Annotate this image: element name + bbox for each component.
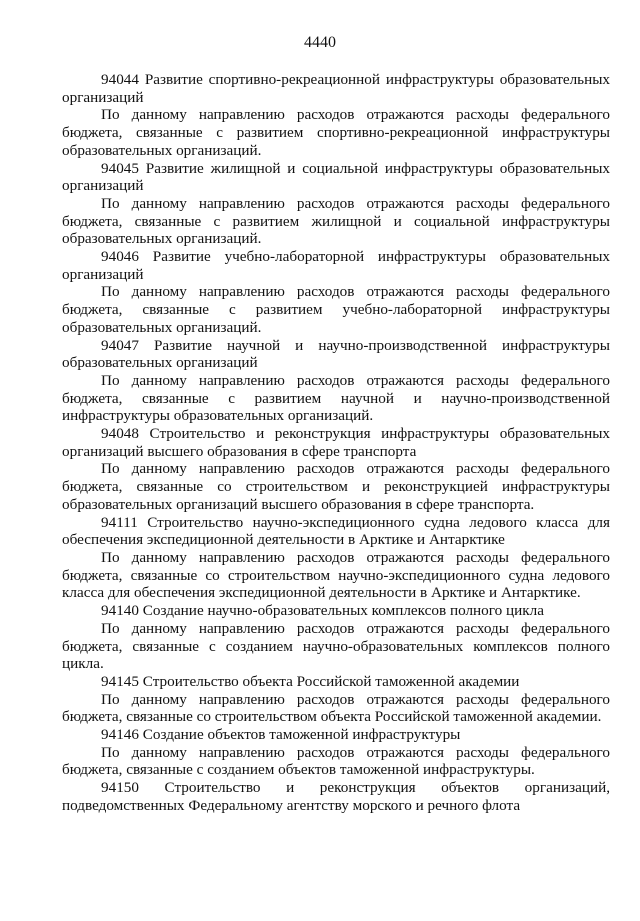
code-heading-94046: 94046 Развитие учебно-лабораторной инфраструктуры образовательных организаций (62, 248, 610, 283)
description-94048: По данному направлению расходов отражаются расходы федерального бюджета, связанные со строительством и реконструкцией инфраструктуры образовательных организаций высшего образования в сфере транспорта. (62, 460, 610, 513)
code-heading-94140: 94140 Создание научно-образовательных комплексов полного цикла (101, 602, 544, 620)
page-number: 4440 (304, 34, 336, 51)
code-heading-94044: 94044 Развитие спортивно-рекреационной инфраструктуры образовательных организаций (62, 71, 610, 106)
description-94111: По данному направлению расходов отражаются расходы федерального бюджета, связанные со строительством научно-экспедиционного судна ледового класса для обеспечения экспедиционной деятельности в Арктике и Антарктике. (62, 548, 610, 602)
code-heading-94048: 94048 Строительство и реконструкция инфраструктуры образовательных организаций высшего образования в сфере транспорта (62, 425, 610, 460)
description-94146: По данному направлению расходов отражаются расходы федерального бюджета, связанные с созданием объектов таможенной инфраструктуры. (62, 743, 610, 779)
code-heading-94150: 94150 Строительство и реконструкция объектов организаций, подведомственных Федеральному агентству морского и речного флота (62, 779, 610, 814)
code-heading-94146: 94146 Создание объектов таможенной инфраструктуры (101, 726, 461, 744)
code-heading-94047: 94047 Развитие научной и научно-производственной инфраструктуры образовательных организаций (62, 336, 610, 372)
document-body (62, 71, 610, 815)
code-heading-94111: 94111 Строительство научно-экспедиционного судна ледового класса для обеспечения экспедиционной деятельности в Арктике и Антарктике (62, 513, 610, 549)
description-94044: По данному направлению расходов отражаются расходы федерального бюджета, связанные с развитием спортивно-рекреационной инфраструктуры образовательных организаций. (62, 106, 610, 159)
code-heading-94145: 94145 Строительство объекта Российской таможенной академии (101, 672, 520, 690)
description-94045: По данному направлению расходов отражаются расходы федерального бюджета, связанные с развитием жилищной и социальной инфраструктуры образовательных организаций. (62, 194, 610, 248)
description-94145: По данному направлению расходов отражаются расходы федерального бюджета, связанные со строительством объекта Российской таможенной академии. (62, 690, 610, 726)
code-heading-94045: 94045 Развитие жилищной и социальной инфраструктуры образовательных организаций (62, 159, 610, 195)
description-94140: По данному направлению расходов отражаются расходы федерального бюджета, связанные с созданием научно-образовательных комплексов полного цикла. (62, 619, 610, 673)
description-94047: По данному направлению расходов отражаются расходы федерального бюджета, связанные с развитием научной и научно-производственной инфраструктуры образовательных организаций. (62, 371, 610, 425)
description-94046: По данному направлению расходов отражаются расходы федерального бюджета, связанные с развитием учебно-лабораторной инфраструктуры образовательных организаций. (62, 283, 610, 336)
